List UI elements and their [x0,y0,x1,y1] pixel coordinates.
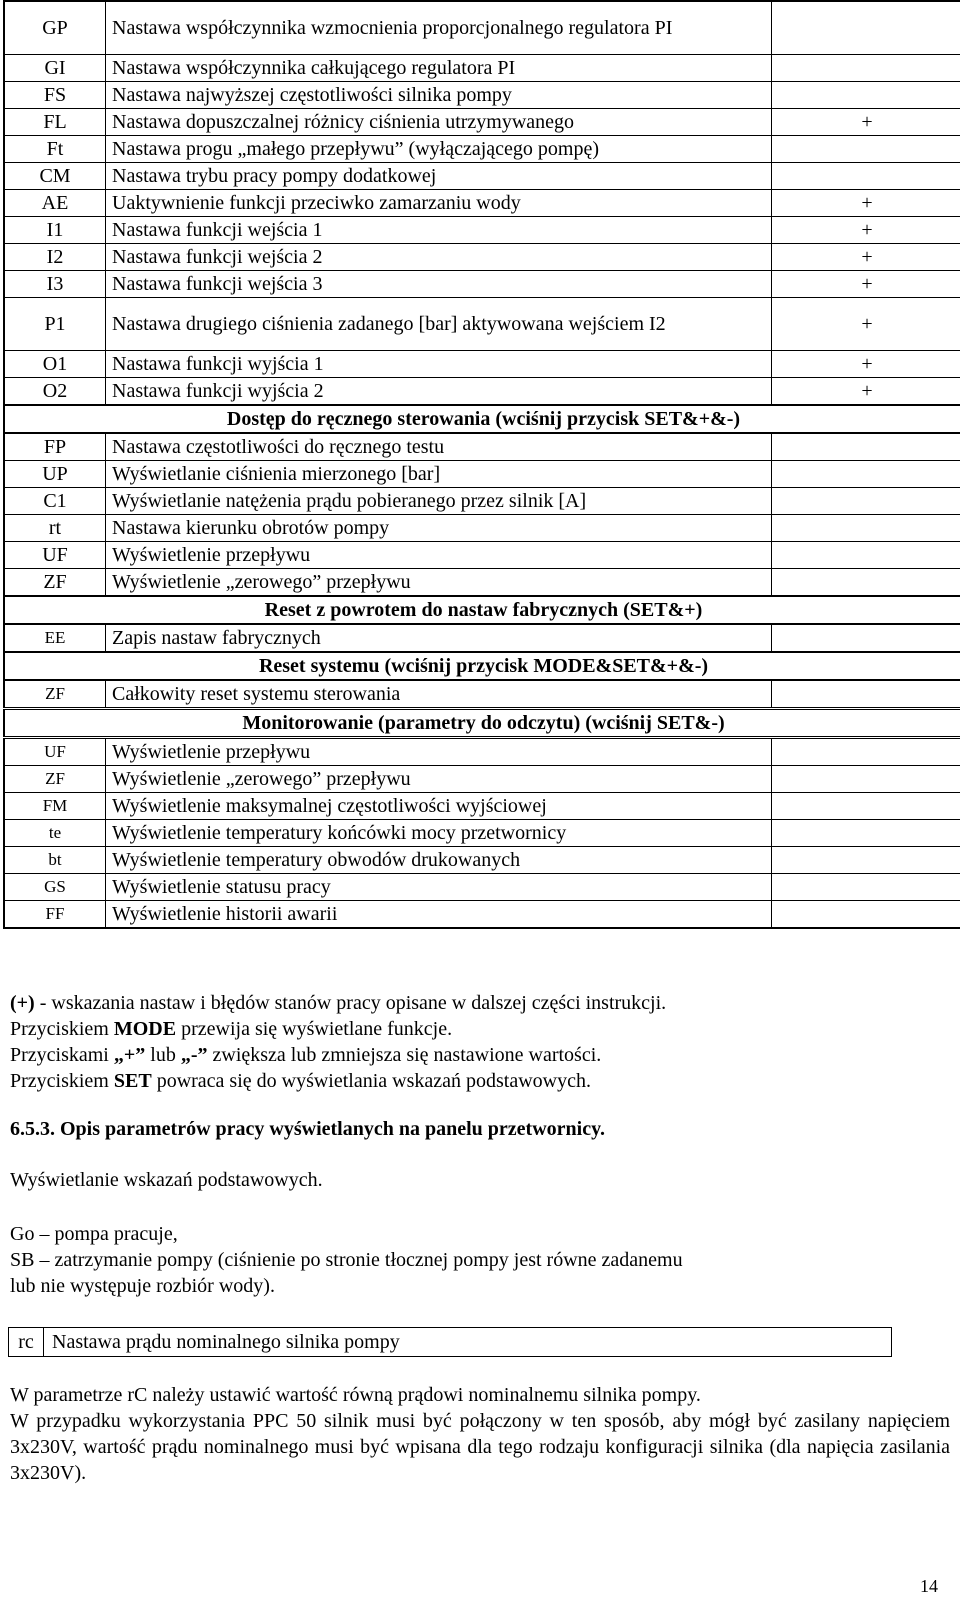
table-row [4,542,960,569]
rc-paragraph-2: W przypadku wykorzystania PPC 50 silnik musi być połączony w ten sposób, aby mógł być zasilany napięciem 3x230V, wartość prądu nominalnego musi być wpisana dla tego rodzaju konfiguracji silnika (dla napięcia zasilania 3x230V). [10,1410,950,1484]
parameter-description: Wyświetlanie ciśnienia mierzonego [bar] [106,461,772,488]
table-row [4,488,960,515]
parameter-description: Nastawa funkcji wejścia 3 [106,271,772,298]
parameter-description: Wyświetlenie statusu pracy [106,874,772,901]
section-header-row [4,652,960,680]
section-header: Reset z powrotem do nastaw fabrycznych (SET&+) [4,596,960,624]
table-row [4,378,960,406]
parameter-mark [772,874,960,901]
parameter-description: Nastawa częstotliwości do ręcznego testu [106,433,772,461]
parameter-code: O2 [4,378,106,406]
parameter-code: GP [4,1,106,55]
table-row [4,351,960,378]
table-row [4,163,960,190]
parameter-mark: + [772,298,960,351]
parameter-mark: + [772,217,960,244]
parameter-code: EE [4,624,106,652]
parameter-code: te [4,820,106,847]
table-row [4,901,960,929]
parameter-mark [772,461,960,488]
parameter-mark [772,680,960,709]
parameter-description: Nastawa funkcji wyjścia 2 [106,378,772,406]
parameter-description: Zapis nastaw fabrycznych [106,624,772,652]
table-row [4,217,960,244]
parameter-mark [772,1,960,55]
status-sb-line1: SB – zatrzymanie pompy (ciśnienie po stronie tłocznej pompy jest równe zadanemu [10,1249,683,1271]
table-row [4,569,960,597]
parameter-mark [772,624,960,652]
status-descriptions [10,1221,950,1299]
parameter-mark [772,766,960,793]
section-heading: 6.5.3. Opis parametrów pracy wyświetlanych na panelu przetwornicy. [10,1118,605,1140]
table-row [4,515,960,542]
parameter-code: ZF [4,766,106,793]
table-row [4,461,960,488]
table-row [4,433,960,461]
parameter-description: Wyświetlenie przepływu [106,738,772,766]
parameter-description: Nastawa funkcji wejścia 2 [106,244,772,271]
parameter-description: Wyświetlenie temperatury końcówki mocy przetwornicy [106,820,772,847]
section-header: Dostęp do ręcznego sterowania (wciśnij przycisk SET&+&-) [4,405,960,433]
table-row [4,680,960,709]
table-row [4,271,960,298]
parameter-mark [772,820,960,847]
parameter-code: bt [4,847,106,874]
parameter-description: Całkowity reset systemu sterowania [106,680,772,709]
table-row [4,55,960,82]
parameter-code: GI [4,55,106,82]
table-row [4,874,960,901]
parameter-description: Wyświetlanie natężenia prądu pobieranego przez silnik [A] [106,488,772,515]
section-header-row [4,405,960,433]
table-row [4,847,960,874]
parameter-mark [772,847,960,874]
parameter-code: FF [4,901,106,929]
parameter-description: Wyświetlenie „zerowego” przepływu [106,766,772,793]
table-row [4,298,960,351]
table-row [4,738,960,766]
parameter-code: UF [4,738,106,766]
parameter-code: FM [4,793,106,820]
parameter-description: Nastawa kierunku obrotów pompy [106,515,772,542]
table-row [4,1,960,55]
parameter-description: Wyświetlenie przepływu [106,542,772,569]
table-row [4,766,960,793]
section-header: Reset systemu (wciśnij przycisk MODE&SET&+&-) [4,652,960,680]
note-mode: Przyciskiem MODE przewija się wyświetlane funkcje. [10,1018,453,1040]
table-row [4,82,960,109]
parameter-code: rt [4,515,106,542]
parameter-description: Nastawa funkcji wyjścia 1 [106,351,772,378]
note-set: Przyciskiem SET powraca się do wyświetlania wskazań podstawowych. [10,1070,592,1092]
basic-display-text: Wyświetlanie wskazań podstawowych. [10,1169,323,1191]
rc-parameter-box [8,1327,892,1357]
parameter-description: Wyświetlenie maksymalnej częstotliwości wyjściowej [106,793,772,820]
parameter-code: UP [4,461,106,488]
note-plus-minus: Przyciskami „+” lub „-” zwiększa lub zmniejsza się nastawione wartości. [10,1044,602,1066]
parameter-code: GS [4,874,106,901]
parameter-description: Nastawa współczynnika wzmocnienia proporcjonalnego regulatora PI [106,1,772,55]
table-row [4,820,960,847]
parameter-description: Nastawa drugiego ciśnienia zadanego [bar] aktywowana wejściem I2 [106,298,772,351]
parameter-description: Nastawa progu „małego przepływu” (wyłączającego pompę) [106,136,772,163]
parameter-description: Nastawa trybu pracy pompy dodatkowej [106,163,772,190]
parameter-mark [772,55,960,82]
parameter-mark [772,82,960,109]
table-row [4,624,960,652]
parameter-mark: + [772,190,960,217]
table-row [4,136,960,163]
parameter-mark [772,515,960,542]
parameter-code: C1 [4,488,106,515]
parameter-description: Wyświetlenie „zerowego” przepływu [106,569,772,597]
status-go: Go – pompa pracuje, [10,1223,178,1245]
parameter-mark [772,901,960,929]
parameter-mark [772,433,960,461]
parameter-mark [772,569,960,597]
parameter-description: Nastawa najwyższej częstotliwości silnika pompy [106,82,772,109]
parameter-description: Uaktywnienie funkcji przeciwko zamarzaniu wody [106,190,772,217]
parameter-description: Wyświetlenie historii awarii [106,901,772,929]
parameter-code: ZF [4,680,106,709]
parameter-mark: + [772,351,960,378]
note-plus: (+) - wskazania nastaw i błędów stanów pracy opisane w dalszej części instrukcji. [10,992,667,1014]
parameter-mark [772,793,960,820]
table-row [4,190,960,217]
parameter-code: FS [4,82,106,109]
parameter-description: Nastawa współczynnika całkującego regulatora PI [106,55,772,82]
rc-code: rc [9,1328,44,1356]
section-header-row [4,709,960,738]
parameter-code: AE [4,190,106,217]
parameter-mark: + [772,244,960,271]
section-header: Monitorowanie (parametry do odczytu) (wciśnij SET&-) [4,709,960,738]
table-row [4,244,960,271]
legend-notes [10,990,950,1094]
parameter-mark: + [772,109,960,136]
parameter-code: FL [4,109,106,136]
parameter-description: Nastawa dopuszczalnej różnicy ciśnienia utrzymywanego [106,109,772,136]
status-sb-line2: lub nie występuje rozbiór wody). [10,1275,275,1297]
parameter-mark: + [772,271,960,298]
rc-explanation [10,1382,950,1486]
parameter-code: P1 [4,298,106,351]
parameter-description: Wyświetlenie temperatury obwodów drukowanych [106,847,772,874]
parameter-mark: + [772,378,960,406]
parameter-mark [772,136,960,163]
parameter-mark [772,542,960,569]
parameter-code: I1 [4,217,106,244]
parameter-code: Ft [4,136,106,163]
rc-paragraph-1: W parametrze rC należy ustawić wartość równą prądowi nominalnemu silnika pompy. [10,1384,701,1406]
parameter-code: O1 [4,351,106,378]
parameter-mark [772,488,960,515]
parameter-code: UF [4,542,106,569]
section-header-row [4,596,960,624]
parameter-code: FP [4,433,106,461]
parameter-mark [772,738,960,766]
parameter-table [3,0,960,929]
parameter-code: CM [4,163,106,190]
table-row [4,109,960,136]
parameter-code: I2 [4,244,106,271]
page-number: 14 [920,1576,938,1596]
table-row [4,793,960,820]
parameter-code: I3 [4,271,106,298]
parameter-code: ZF [4,569,106,597]
parameter-description: Nastawa funkcji wejścia 1 [106,217,772,244]
rc-description: Nastawa prądu nominalnego silnika pompy [52,1331,400,1353]
parameter-mark [772,163,960,190]
